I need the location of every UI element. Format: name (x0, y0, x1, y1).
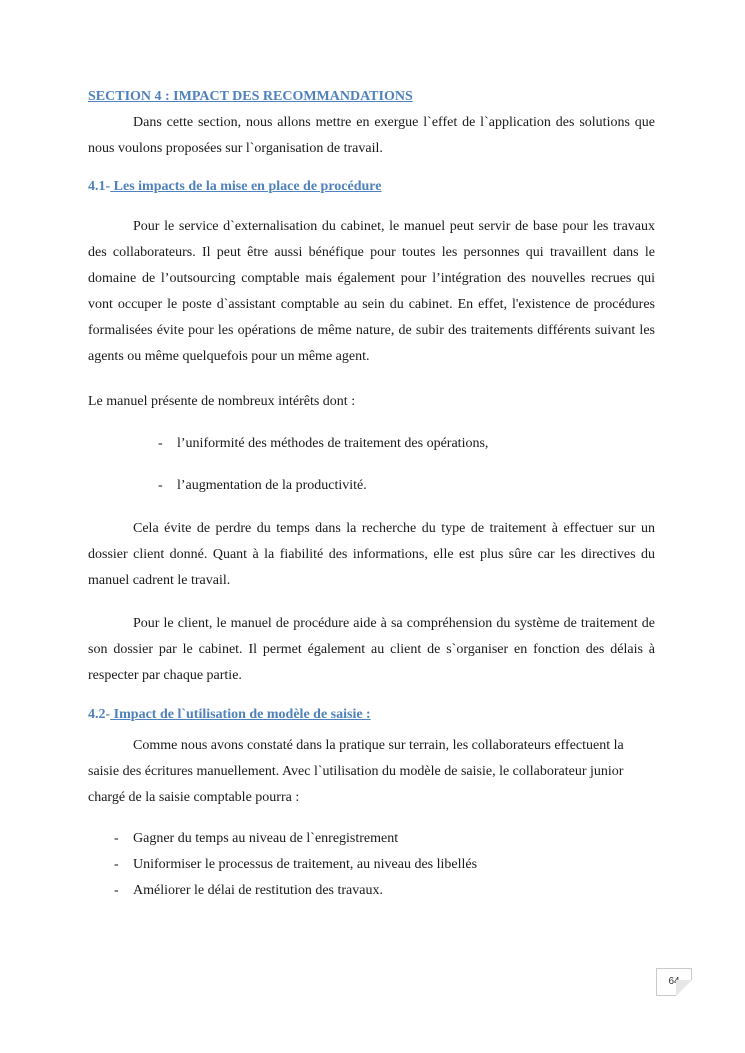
list-item (88, 826, 655, 852)
list-dash: - (114, 883, 119, 898)
list-dash: - (158, 436, 163, 451)
list-item-text: Améliorer le délai de restitution des travaux. (133, 883, 383, 898)
interest-list (88, 431, 655, 499)
subsection-4-2-heading (88, 705, 655, 725)
subsection-4-1-title: Les impacts de la mise en place de procédure (110, 179, 382, 194)
page-number (656, 968, 692, 996)
subsection-4-2-number: 4.2- (88, 707, 111, 722)
list-item (88, 473, 655, 499)
list-item (88, 852, 655, 878)
list-dash: - (158, 478, 163, 493)
benefit-list (88, 826, 655, 904)
subsection-4-1-paragraph-2: Cela évite de perdre du temps dans la recherche du type de traitement à effectuer sur un dossier client donné. Quant à la fiabilité des informations, elle est plus sûre car les directives du manuel cadrent le travail. (88, 521, 655, 588)
subsection-4-2-paragraph-1: Comme nous avons constaté dans la pratique sur terrain, les collaborateurs effectuent la saisie des écritures manuellement. Avec l`utilisation du modèle de saisie, le collaborateur junior chargé de la saisie comptable pourra : (88, 738, 624, 805)
section-intro: Dans cette section, nous allons mettre en exergue l`effet de l`application des solutions que nous voulons proposées sur l`organisation de travail. (88, 115, 655, 156)
subsection-4-1-paragraph-3: Pour le client, le manuel de procédure aide à sa compréhension du système de traitement de son dossier par le cabinet. Il permet également au client de s`organiser en fonction des délais à respecter par chaque partie. (88, 616, 655, 683)
list-item-text: l’augmentation de la productivité. (177, 478, 367, 493)
subsection-4-2-title: Impact de l`utilisation de modèle de saisie : (110, 707, 371, 722)
page-number-text: 64 (668, 976, 680, 987)
subsection-4-1-heading (88, 177, 655, 197)
list-item-text: l’uniformité des méthodes de traitement des opérations, (177, 436, 489, 451)
list-item (88, 878, 655, 904)
subsection-4-1-lead: Le manuel présente de nombreux intérêts dont : (88, 394, 356, 409)
list-item-text: Uniformiser le processus de traitement, au niveau des libellés (133, 857, 478, 872)
list-item (88, 431, 655, 457)
section-title: SECTION 4 : IMPACT DES RECOMMANDATIONS (88, 89, 413, 104)
list-item-text: Gagner du temps au niveau de l`enregistrement (133, 831, 399, 846)
page-content (88, 87, 655, 904)
list-dash: - (114, 857, 119, 872)
subsection-4-1-number: 4.1- (88, 179, 111, 194)
subsection-4-1-paragraph-1: Pour le service d`externalisation du cabinet, le manuel peut servir de base pour les travaux des collaborateurs. Il peut être aussi bénéfique pour toutes les personnes qui travaillent dans le domaine de l’outsourcing comptable mais également pour l’intégration des nouvelles recrues qui vont occuper le poste d`assistant comptable au sein du cabinet. En effet, l'existence de procédures formalisées évite pour les opérations de même nature, de subir des traitements différents suivant les agents ou même quelquefois pour un même agent. (88, 219, 655, 364)
list-dash: - (114, 831, 119, 846)
